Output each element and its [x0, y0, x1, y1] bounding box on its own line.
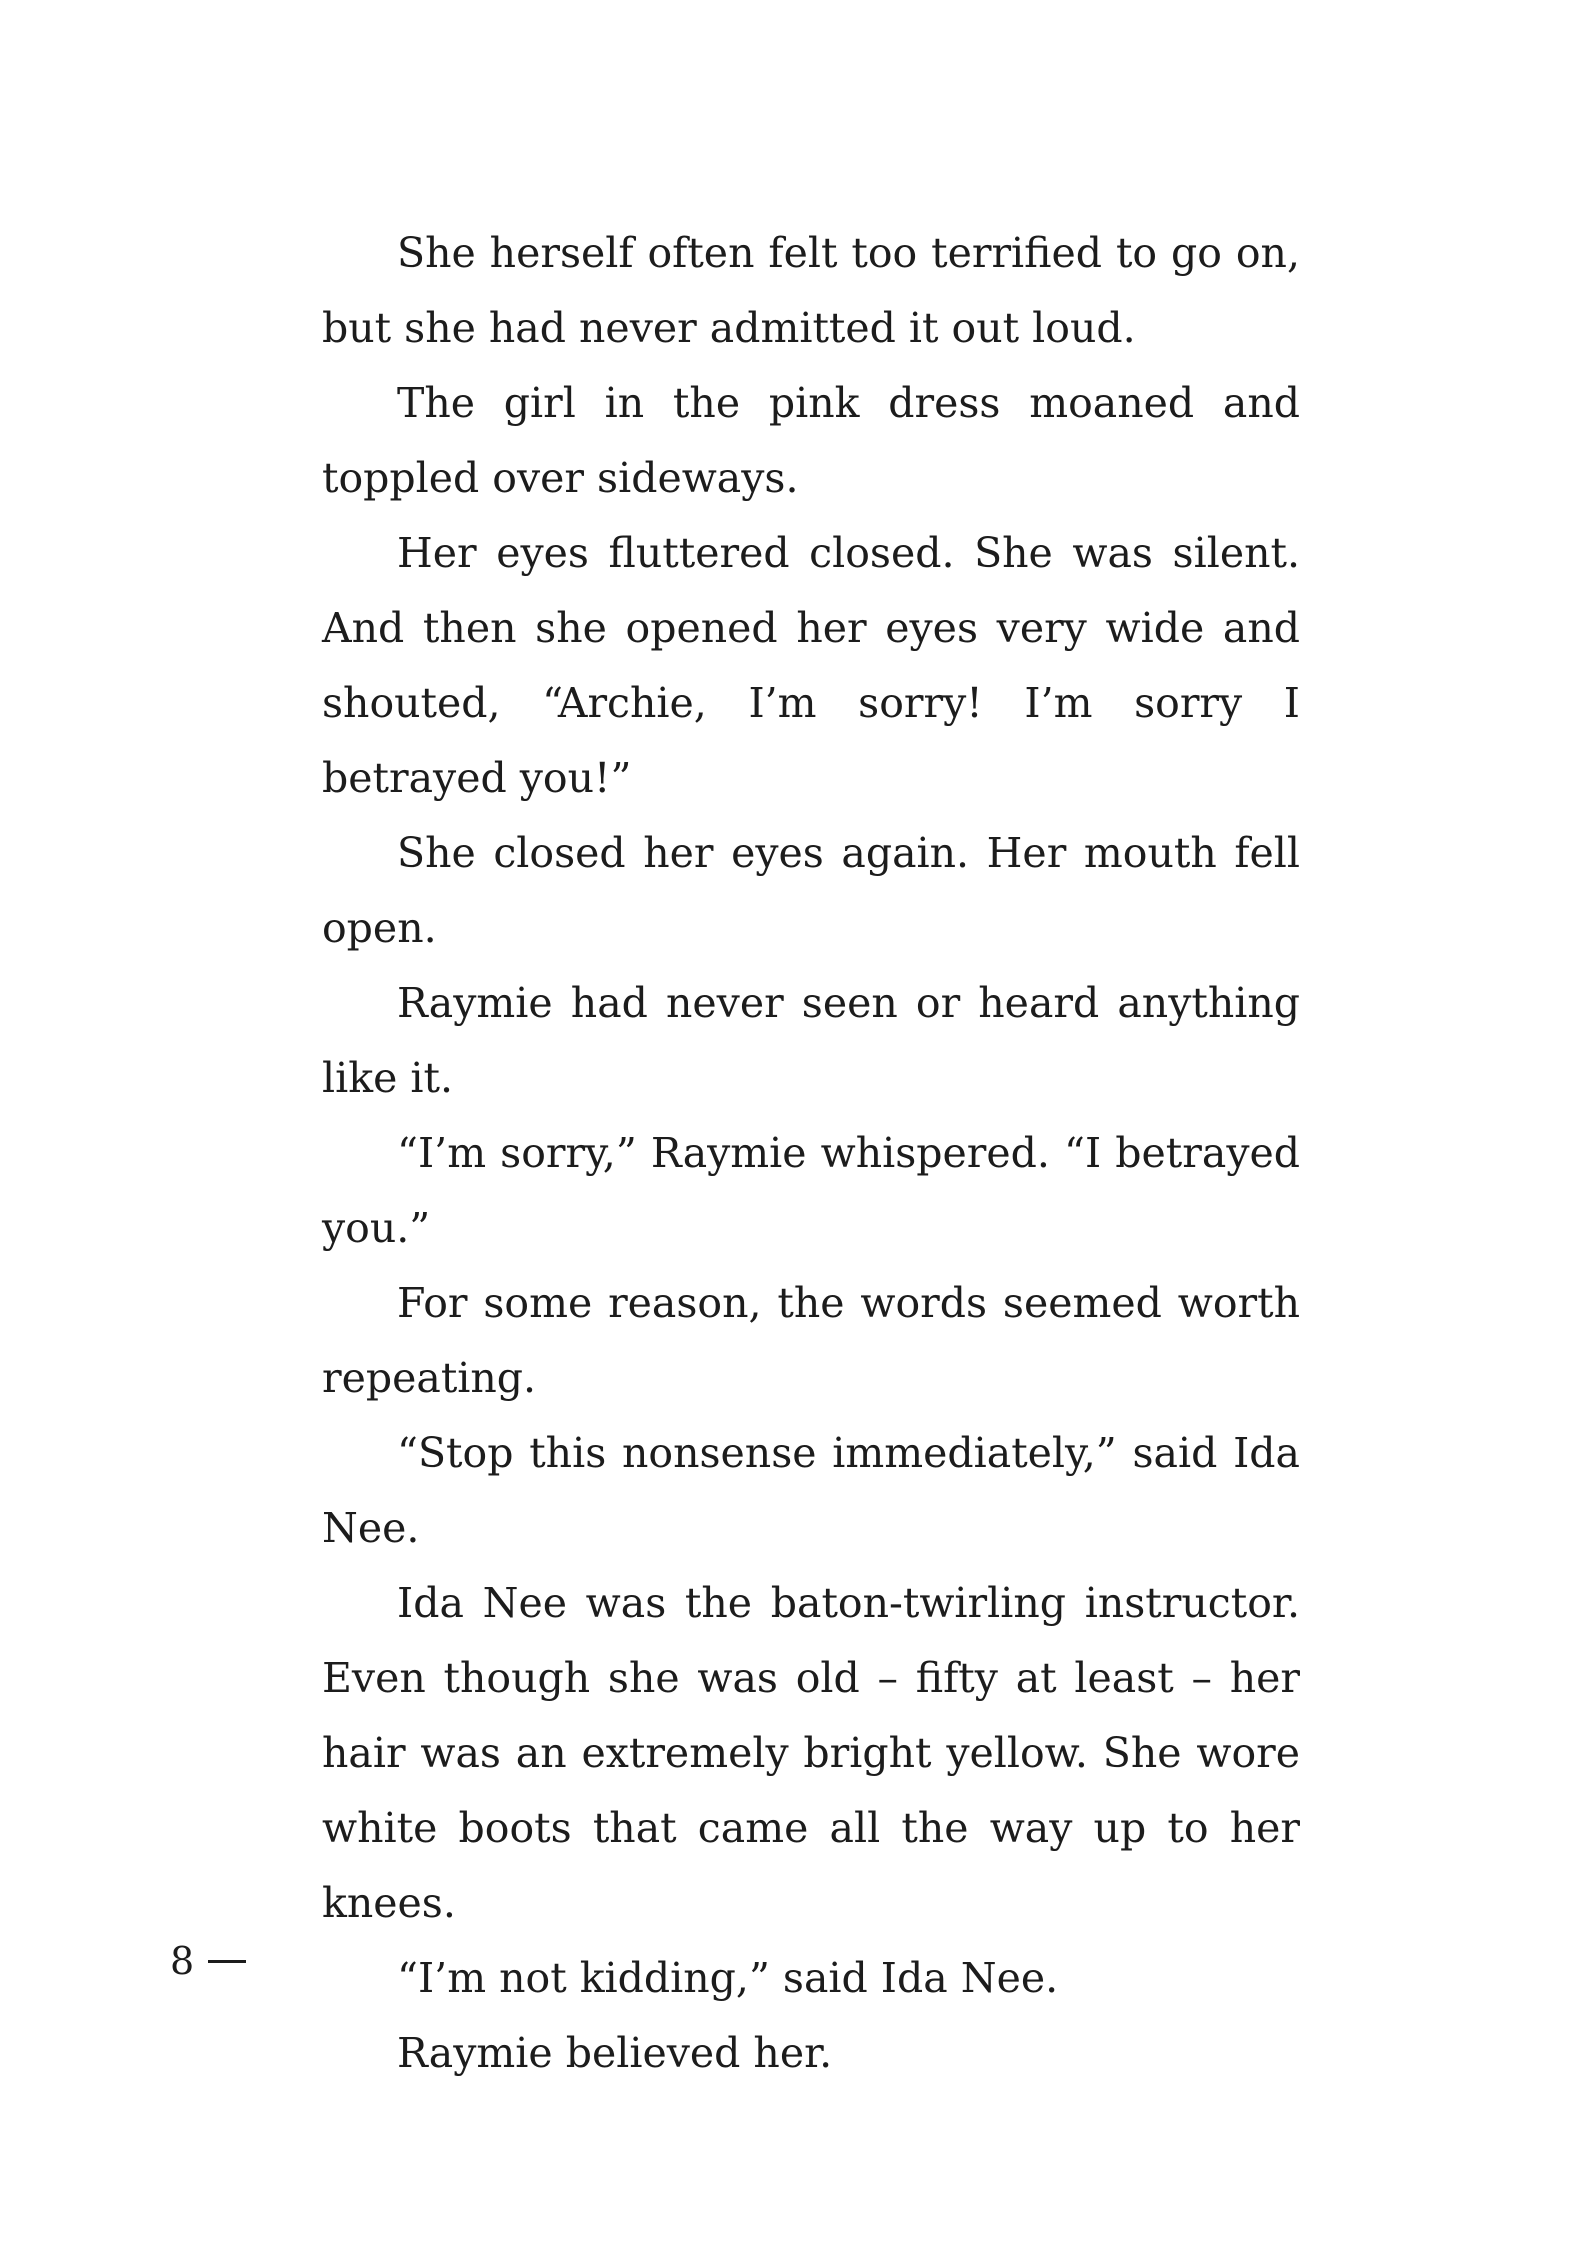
- paragraph-6: “I’m sorry,” Raymie whispered. “I betrayed you.”: [322, 1129, 1300, 1252]
- page-footer: [170, 1936, 246, 1986]
- paragraph-8: “Stop this nonsense immediately,” said Ida Nee.: [322, 1429, 1300, 1552]
- paragraph-7: For some reason, the words seemed worth repeating.: [322, 1279, 1300, 1402]
- page-number: 8: [170, 1939, 195, 1983]
- paragraph-9: Ida Nee was the baton-twirling instructor. Even though she was old – fifty at least – her hair was an extremely bright yellow. She wore white boots that came all the way up to her knees.: [322, 1579, 1300, 1927]
- paragraph-2: The girl in the pink dress moaned and toppled over sideways.: [322, 379, 1300, 502]
- paragraph-1: She herself often felt too terrified to go on, but she had never admitted it out loud.: [322, 229, 1300, 352]
- paragraph-3: Her eyes fluttered closed. She was silent. And then she opened her eyes very wide and shouted, “Archie, I’m sorry! I’m sorry I betrayed you!”: [322, 529, 1300, 802]
- paragraph-11: Raymie believed her.: [397, 2029, 833, 2077]
- body-text: [322, 216, 1300, 2091]
- paragraph-10: “I’m not kidding,” said Ida Nee.: [397, 1954, 1059, 2002]
- paragraph-4: She closed her eyes again. Her mouth fell open.: [322, 829, 1300, 952]
- paragraph-5: Raymie had never seen or heard anything like it.: [322, 979, 1300, 1102]
- page-number-dash: [208, 1960, 246, 1963]
